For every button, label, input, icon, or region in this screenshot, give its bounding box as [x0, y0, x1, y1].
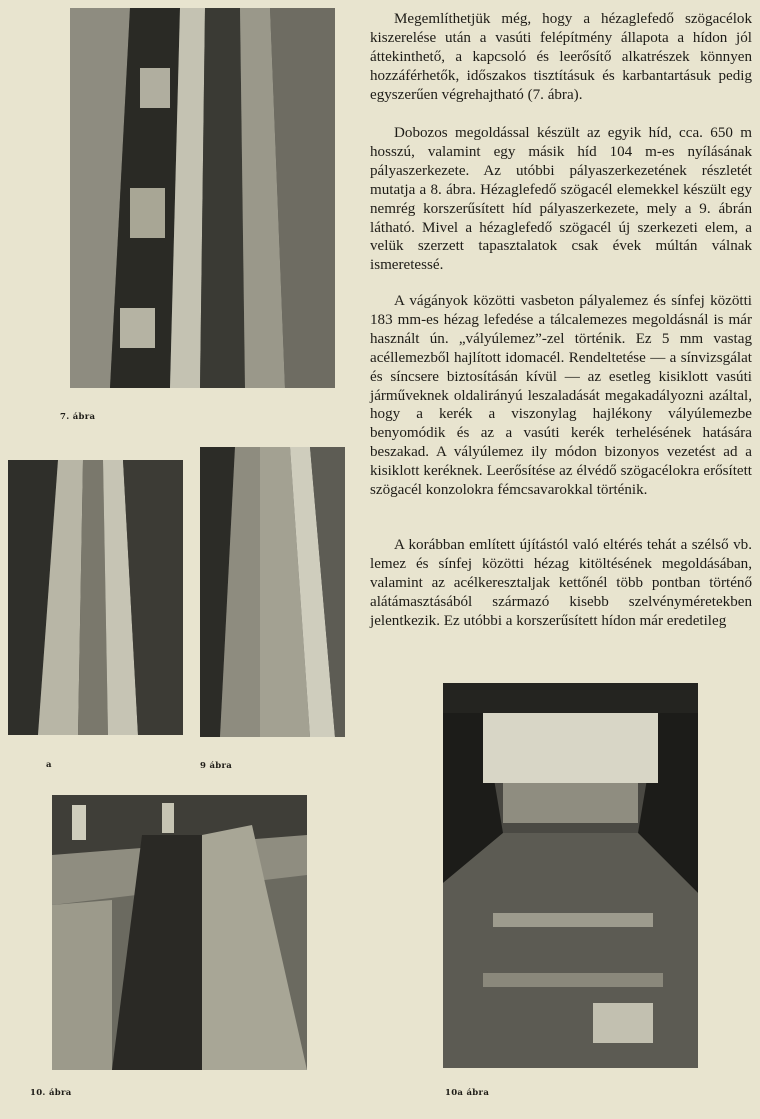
- figure-9-caption: 9 ábra: [200, 761, 233, 771]
- figure-8-image: [8, 460, 183, 735]
- figure-9-photo: [200, 447, 345, 737]
- figure-10-image: [52, 795, 307, 1070]
- figure-7-photo: [70, 8, 335, 388]
- figure-10a-photo: [443, 683, 698, 1068]
- figure-9-image: [200, 447, 345, 737]
- paragraph-4: A korábban említett újítástól való eltérés tehát a szélső vb. lemez és sínfej közötti hézag kitöltésének megoldásában, valamint az acélkeresztaljak kettőnél több pontban történő alátámasztásából származó kisebb szelvényméretekben jelentkezik. Ez utóbbi a korszerűsített hídon már eredetileg: [370, 537, 752, 629]
- figure-8-photo: [8, 460, 183, 735]
- figure-10a-image: [443, 683, 698, 1068]
- figure-10-photo: [52, 795, 307, 1070]
- figure-8-caption: a: [46, 760, 52, 770]
- paragraph-1: Megemlíthetjük még, hogy a hézaglefedő szögacélok kiszerelése után a vasúti felépítmény állapota a hídon jól áttekinthető, a kapcsoló és leerősítő alkatrészek könnyen hozzáférhetők, időszakos tisztításuk és karbantartásuk pedig egyszerűen végrehajtható (7. ábra).: [370, 11, 752, 103]
- figure-10a-caption: 10a ábra: [445, 1088, 490, 1098]
- figure-10-caption: 10. ábra: [30, 1088, 72, 1098]
- figure-7-caption: 7. ábra: [60, 412, 96, 422]
- paragraph-3: A vágányok közötti vasbeton pályalemez és sínfej közötti 183 mm-es hézag lefedése a tálcalemezes megoldásnál is már használt ún. „vályúlemez”-zel történik. Ez 5 mm vastag acéllemezből hajlított idomacél. Rendeltetése — a sínvizsgálat és síncsere biztosításán kívül — az esetleg kisiklott vasúti járműveknek oldalirányú leszaladását megakadályozni azáltal, hogy a kerék a viszonylag hajlékony vályúlemezbe benyomódik és az a vasúti kerék terhelésének hatására beszakad. A vályúlemez ily módon bizonyos vezetést ad a kisiklott keréknek. Leerősítése az élvédő szögacélokra erősített szögacél konzolokra fémcsavarokkal történik.: [370, 293, 752, 499]
- paragraph-2: Dobozos megoldással készült az egyik híd, cca. 650 m hosszú, valamint egy másik híd 104 m-es nyílásának pályaszerkezete. Az utóbbi pályaszerkezetének részletét mutatja a 8. ábra. Hézaglefedő szögacél elemekkel készült egy nemrég korszerűsített híd pályaszerkezete, mely a 9. ábrán látható. Mivel a hézaglefedő szögacél új szerkezeti elem, a velük szerzett tapasztalatok csak évek múltán válnak ismeretessé.: [370, 125, 752, 274]
- figure-7-image: [70, 8, 335, 388]
